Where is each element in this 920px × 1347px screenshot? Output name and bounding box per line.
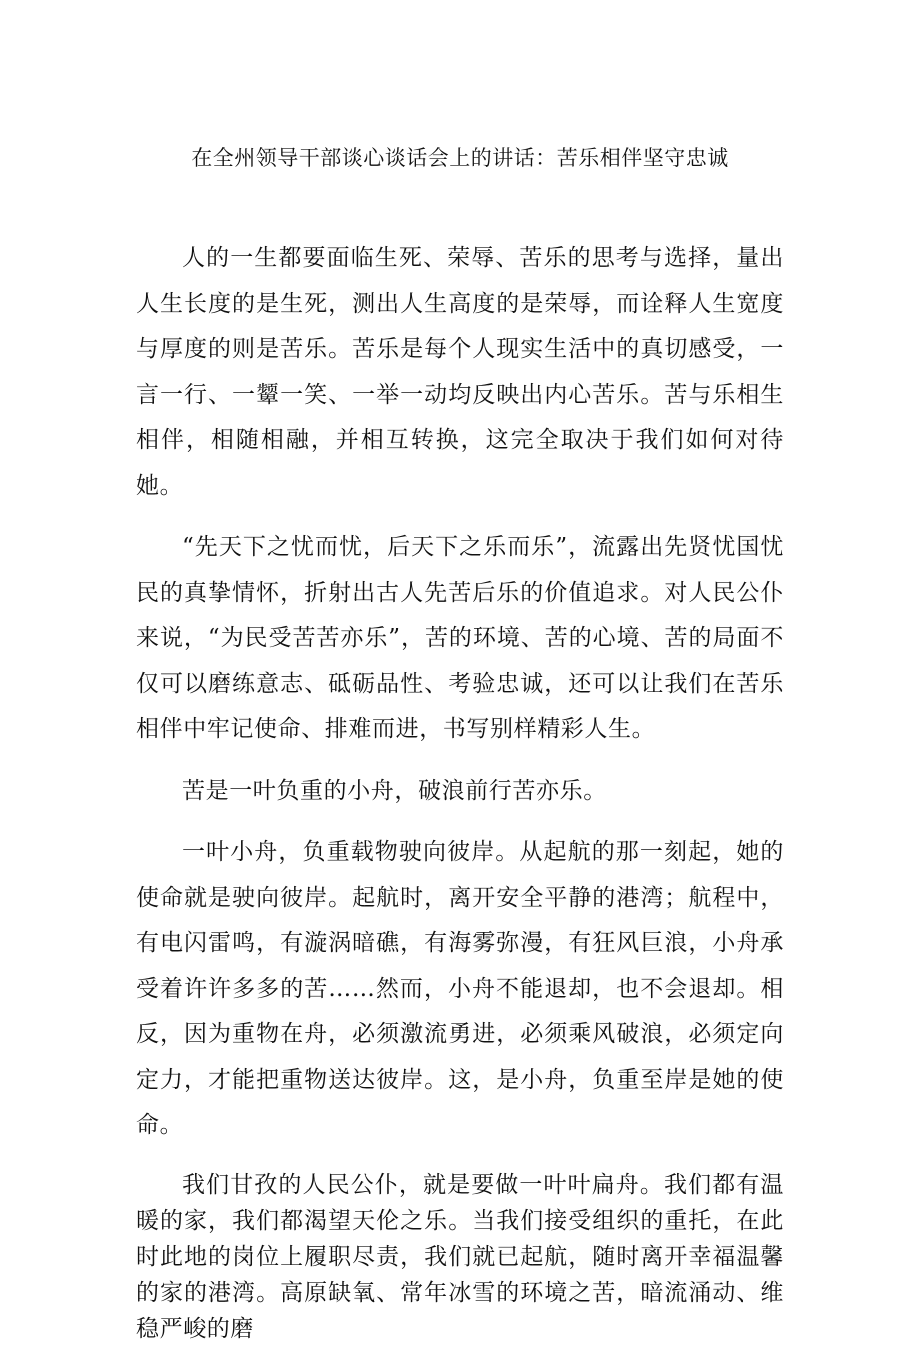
paragraph-1: 人的一生都要面临生死、荣辱、苦乐的思考与选择，量出人生长度的是生死，测出人生高度的是荣辱，而诠释人生宽度与厚度的则是苦乐。苦乐是每个人现实生活中的真切感受，一言一行、一颦一笑、一举一动均反映出内心苦乐。苦与乐相生相伴，相随相融，并相互转换，这完全取决于我们如何对待她。 bbox=[136, 245, 784, 499]
paragraph-4: 一叶小舟，负重载物驶向彼岸。从起航的那一刻起，她的使命就是驶向彼岸。起航时，离开安全平静的港湾；航程中，有电闪雷鸣，有漩涡暗礁，有海雾弥漫，有狂风巨浪，小舟承受着许许多多的苦……然而，小舟不能退却，也不会退却。相反，因为重物在舟，必须激流勇进，必须乘风破浪，必须定向定力，才能把重物送达彼岸。这，是小舟，负重至岸是她的使命。 bbox=[136, 839, 784, 1138]
paragraph-5: 我们甘孜的人民公仆，就是要做一叶叶扁舟。我们都有温暖的家，我们都渴望天伦之乐。当我们接受组织的重托，在此时此地的岗位上履职尽责，我们就已起航，随时离开幸福温馨的家的港湾。高原缺氧、常年冰雪的环境之苦，暗流涌动、维稳严峻的磨 bbox=[136, 1171, 784, 1342]
document-title: 在全州领导干部谈心谈话会上的讲话：苦乐相伴坚守忠诚 bbox=[191, 146, 729, 170]
paragraph-2: “先天下之忧而忧，后天下之乐而乐”，流露出先贤忧国忧民的真挚情怀，折射出古人先苦后乐的价值追求。对人民公仆来说，“为民受苦苦亦乐”，苦的环境、苦的心境、苦的局面不仅可以磨练意志、砥砺品性、考验忠诚，还可以让我们在苦乐相伴中牢记使命、排难而进，书写别样精彩人生。 bbox=[136, 534, 784, 742]
document-body bbox=[136, 236, 784, 1347]
paragraph-3: 苦是一叶负重的小舟，破浪前行苦亦乐。 bbox=[182, 777, 607, 804]
